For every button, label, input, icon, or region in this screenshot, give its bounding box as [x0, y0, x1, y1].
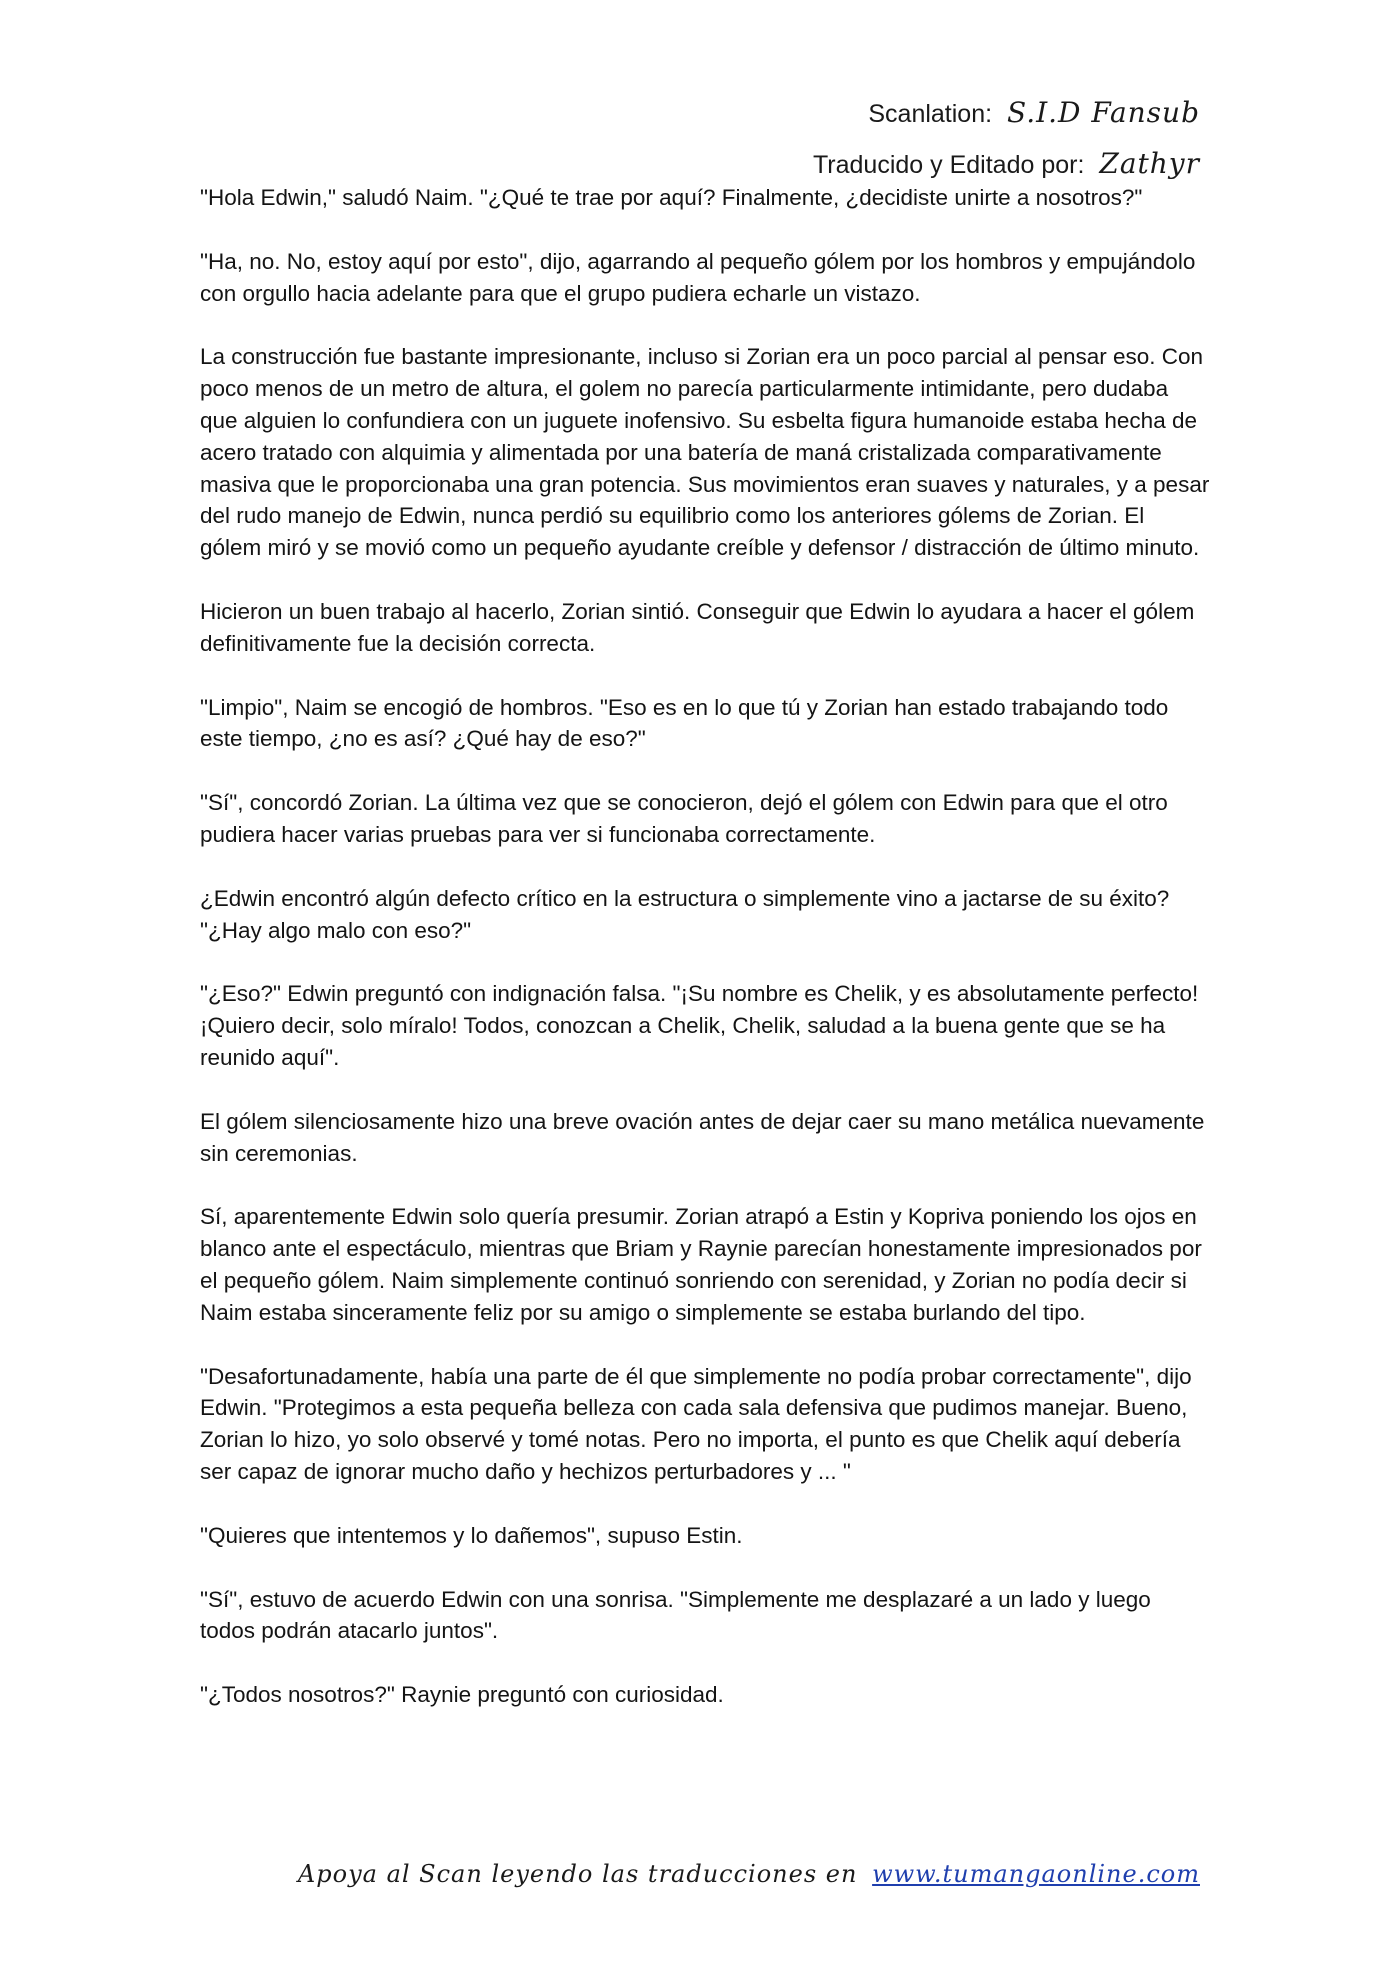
paragraph-2: "Ha, no. No, estoy aquí por esto", dijo, agarrando al pequeño gólem por los hombros y empujándolo con orgullo hacia adelante para que el grupo pudiera echarle un vistazo. [200, 248, 1196, 306]
footer-promo [298, 1860, 1200, 1888]
scanlation-group-name: S.I.D Fansub [1007, 96, 1200, 129]
footer-text: Apoya al Scan leyendo las traducciones en [297, 1860, 858, 1888]
tumangaonline-link[interactable]: www.tumangaonline.com [872, 1860, 1200, 1888]
translator-name: Zathyr [1099, 147, 1200, 180]
paragraph-13: "Sí", estuvo de acuerdo Edwin con una sonrisa. "Simplemente me desplazaré a un lado y luego todos podrán atacarlo juntos". [200, 1586, 1151, 1644]
credits-block [813, 88, 1200, 190]
translator-label: Traducido y Editado por: [812, 151, 1085, 179]
paragraph-9: El gólem silenciosamente hizo una breve ovación antes de dejar caer su mano metálica nuevamente sin ceremonias. [200, 1108, 1205, 1166]
paragraph-7: ¿Edwin encontró algún defecto crítico en la estructura o simplemente vino a jactarse de su éxito? "¿Hay algo malo con eso?" [200, 885, 1170, 943]
paragraph-1: "Hola Edwin," saludó Naim. "¿Qué te trae por aquí? Finalmente, ¿decidiste unirte a nosotros?" [200, 185, 1143, 210]
scanlation-credit [813, 88, 1200, 139]
paragraph-14: "¿Todos nosotros?" Raynie preguntó con curiosidad. [200, 1682, 724, 1708]
paragraph-5: "Limpio", Naim se encogió de hombros. "Eso es en lo que tú y Zorian han estado trabajando todo este tiempo, ¿no es así? ¿Qué hay de eso?" [200, 694, 1169, 752]
paragraph-6: "Sí", concordó Zorian. La última vez que se conocieron, dejó el gólem con Edwin para que el otro pudiera hacer varias pruebas para ver si funcionaba correctamente. [200, 790, 1168, 847]
scanlation-label: Scanlation: [868, 100, 993, 128]
paragraph-4: Hicieron un buen trabajo al hacerlo, Zorian sintió. Conseguir que Edwin lo ayudara a hacer el gólem definitivamente fue la decisión correcta. [200, 598, 1195, 656]
paragraph-12: "Quieres que intentemos y lo dañemos", supuso Estin. [200, 1522, 743, 1548]
paragraph-3: La construcción fue bastante impresionante, incluso si Zorian era un poco parcial al pensar eso. Con poco menos de un metro de altura, el golem no parecía particularmente intimidante, pero dudaba que alguien lo confundiera con un juguete inofensivo. Su esbelta figura humanoide estaba hecha de acero tratado con alquimia y alimentada por una batería de maná cristalizada comparativamente masiva que le proporcionaba una gran potencia. Sus movimientos eran suaves y naturales, y a pesar del rudo manejo de Edwin, nunca perdió su equilibrio como los anteriores gólems de Zorian. El gólem miró y se movió como un pequeño ayudante creíble y defensor / distracción de último minuto. [200, 344, 1210, 561]
story-text [200, 182, 1210, 1743]
paragraph-11: "Desafortunadamente, había una parte de él que simplemente no podía probar correctamente", dijo Edwin. "Protegimos a esta pequeña belleza con cada sala defensiva que pudimos manejar. Bueno, Zorian lo hizo, yo solo observé y tomé notas. Pero no importa, el punto es que Chelik aquí debería ser capaz de ignorar mucho daño y hechizos perturbadores y ... " [200, 1363, 1192, 1484]
paragraph-8: "¿Eso?" Edwin preguntó con indignación falsa. "¡Su nombre es Chelik, y es absolutamente perfecto! ¡Quiero decir, solo míralo! Todos, conozcan a Chelik, Chelik, saludad a la buena gente que se ha reunido aquí". [200, 981, 1199, 1070]
paragraph-10: Sí, aparentemente Edwin solo quería presumir. Zorian atrapó a Estin y Kopriva poniendo los ojos en blanco ante el espectáculo, mientras que Briam y Raynie parecían honestamente impresionados por el pequeño gólem. Naim simplemente continuó sonriendo con serenidad, y Zorian no podía decir si Naim estaba sinceramente feliz por su amigo o simplemente se estaba burlando del tipo. [200, 1204, 1202, 1325]
